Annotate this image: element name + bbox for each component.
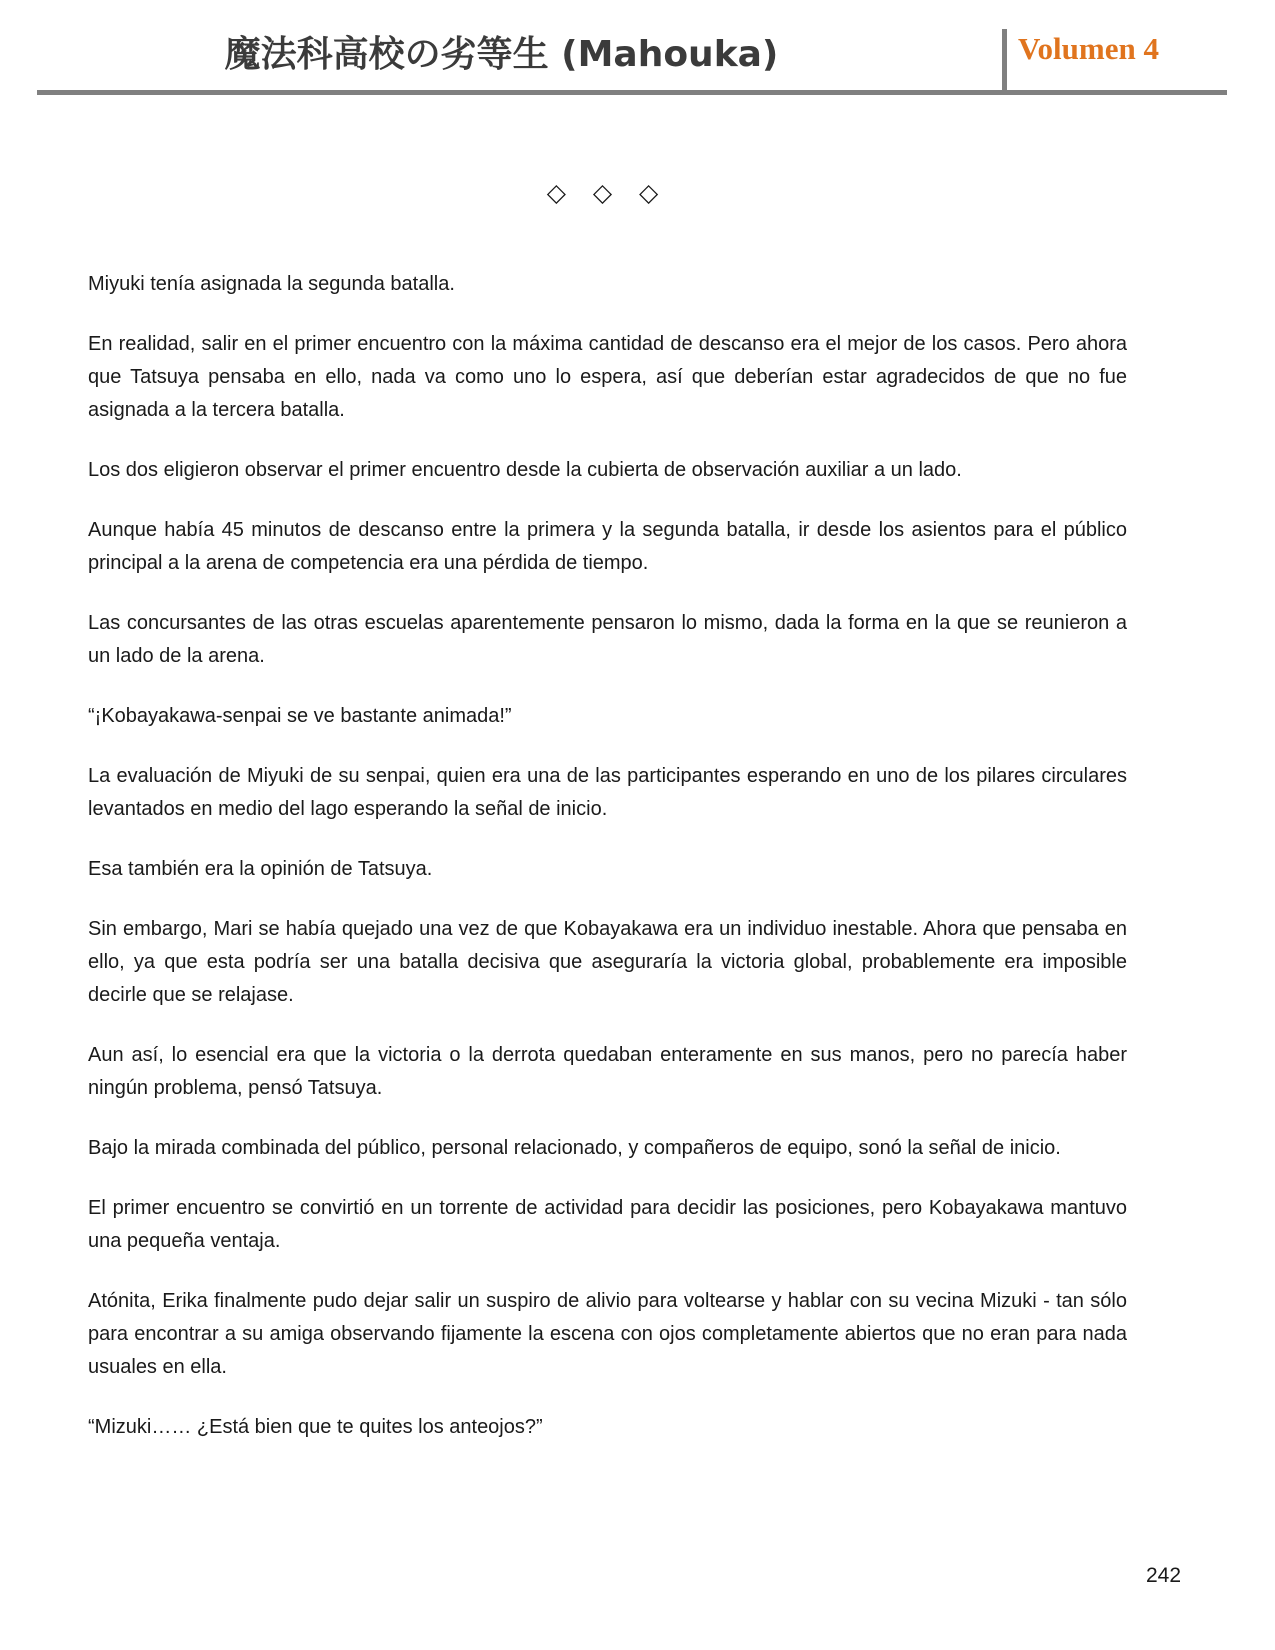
page-body [88,178,1127,1471]
page-number: 242 [1146,1564,1182,1587]
paragraph: El primer encuentro se convirtió en un torrente de actividad para decidir las posiciones, pero Kobayakawa mantuvo una pequeña ventaja. [88,1197,1127,1252]
paragraph: La evaluación de Miyuki de su senpai, quien era una de las participantes esperando en uno de los pilares circulares levantados en medio del lago esperando la señal de inicio. [88,765,1127,820]
paragraph: Los dos eligieron observar el primer encuentro desde la cubierta de observación auxiliar a un lado. [88,459,962,481]
paragraph: En realidad, salir en el primer encuentro con la máxima cantidad de descanso era el mejor de los casos. Pero ahora que Tatsuya pensaba en ello, nada va como uno lo espera, así que deberían estar agradecidos de que no fue asignada a la tercera batalla. [88,333,1127,421]
paragraph: Miyuki tenía asignada la segunda batalla. [88,273,455,295]
paragraph: Sin embargo, Mari se había quejado una vez de que Kobayakawa era un individuo inestable. Ahora que pensaba en ello, ya que esta podría ser una batalla decisiva que aseguraría la victoria global, probablemente era imposible decirle que se relajase. [88,918,1127,1006]
paragraph-dialogue: “¡Kobayakawa-senpai se ve bastante animada!” [88,705,512,727]
scene-break-diamonds: ◇ ◇ ◇ [546,179,669,207]
header-horizontal-rule [37,90,1227,95]
paragraph: Las concursantes de las otras escuelas aparentemente pensaron lo mismo, dada la forma en la que se reunieron a un lado de la arena. [88,612,1127,667]
paragraph: Atónita, Erika finalmente pudo dejar salir un suspiro de alivio para voltearse y hablar con su vecina Mizuki - tan sólo para encontrar a su amiga observando fijamente la escena con ojos completamente abiertos que no eran para nada usuales en ella. [88,1290,1127,1378]
paragraph: Esa también era la opinión de Tatsuya. [88,858,433,880]
volume-label: Volumen 4 [1018,31,1159,66]
page-title: 魔法科高校の劣等生 (Mahouka) [224,34,779,75]
paragraph: Aun así, lo esencial era que la victoria o la derrota quedaban enteramente en sus manos, pero no parecía haber ningún problema, pensó Tatsuya. [88,1044,1127,1099]
paragraph: Aunque había 45 minutos de descanso entre la primera y la segunda batalla, ir desde los asientos para el público principal a la arena de competencia era una pérdida de tiempo. [88,519,1127,574]
paragraph-dialogue: “Mizuki…… ¿Está bien que te quites los anteojos?” [88,1416,543,1438]
header-vertical-divider [1002,29,1007,95]
paragraph: Bajo la mirada combinada del público, personal relacionado, y compañeros de equipo, sonó la señal de inicio. [88,1137,1061,1159]
